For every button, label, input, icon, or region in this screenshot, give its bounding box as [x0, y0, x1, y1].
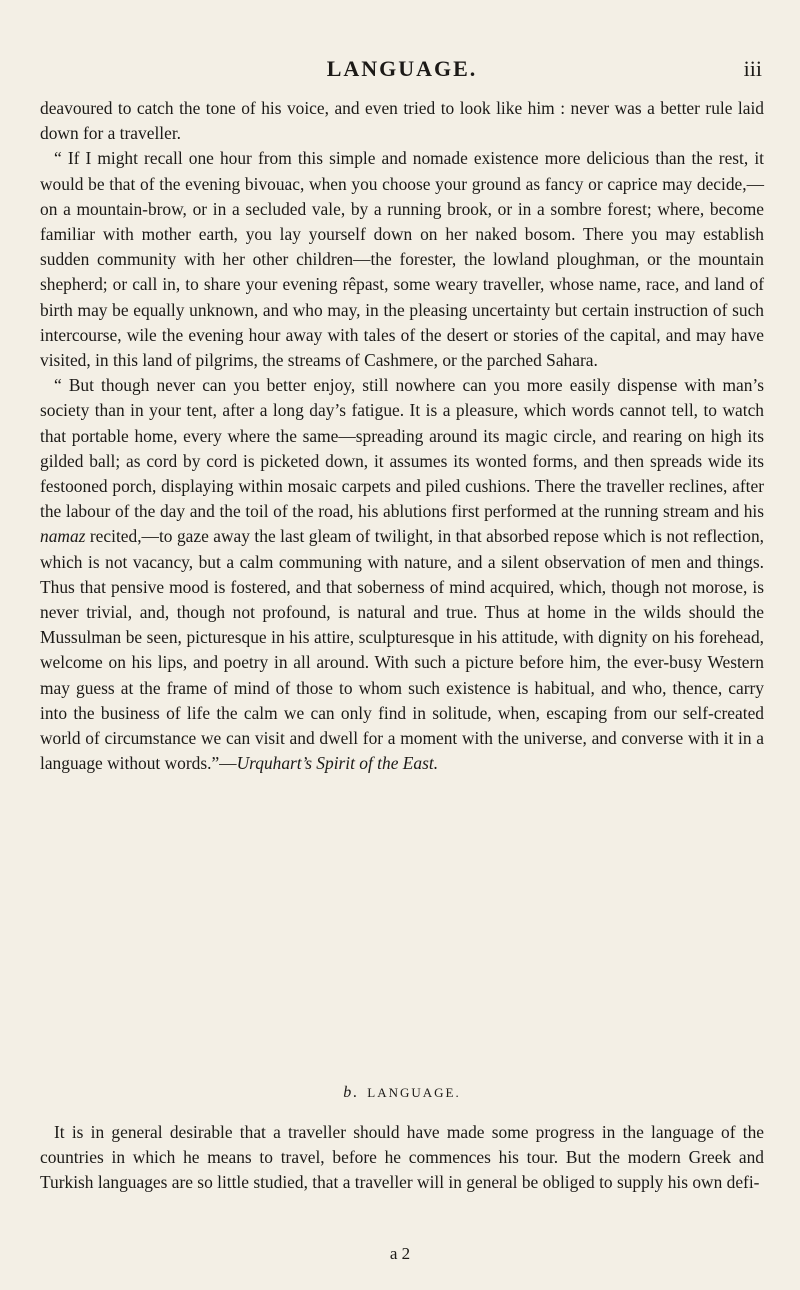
paragraph-language: It is in general desirable that a traveller should have made some progress in the language of the countries in which he means to travel, before he commences his tour. But the modern Greek and Turkish languages are so little studied, that a traveller will in general be obliged to supply his own defi- [40, 1122, 764, 1193]
running-title: LANGUAGE. [326, 56, 478, 81]
running-head [40, 56, 764, 86]
section-heading [40, 1084, 764, 1102]
citation: Urquhart’s Spirit of the East. [236, 753, 439, 774]
italic-word-namaz: namaz [40, 526, 86, 547]
paragraph-tent-end: recited,—to gaze away the last gleam of twilight, in that absorbed repose which is not reflection, which is not vacancy, but a calm communing with nature, and a silent observation of men and things. Thus that pensive mood is fostered, and that soberness of mind acquired, which, though not morose, is never trivial, and, though not profound, is natural and true. Thus at home in the wilds should the Mussulman be seen, picturesque in his attire, sculpturesque in his attitude, with dignity on his forehead, welcome on his lips, and poetry in all around. With such a picture before him, the ever-busy Western may guess at the frame of mind of those to whom such existence is habitual, and who, thence, carry into the business of life the calm we can only find in solitude, when, escaping from our self-created world of circumstance we can visit and dwell for a moment with the universe, and converse with it in a language without words.”— [40, 526, 764, 774]
paragraph-continuation: deavoured to catch the tone of his voice, and even tried to look like him : never was a better rule laid down for a traveller. [40, 98, 764, 144]
paragraph-tent [40, 373, 764, 776]
quotation-block [40, 96, 764, 776]
page-number: iii [743, 56, 762, 81]
section-body [40, 1120, 764, 1196]
section-number: b. [343, 1084, 360, 1101]
paragraph-tent-start: “ But though never can you better enjoy, still nowhere can you more easily dispense with man’s society than in your tent, after a long day’s fatigue. It is a pleasure, which words cannot tell, to watch that portable home, every where the same—spreading around its magic circle, and rearing on high its gilded ball; as cord by cord is picketed down, it assumes its wonted forms, and then spreads wide its festooned porch, displaying within mosaic carpets and piled cushions. There the traveller reclines, after the labour of the day and the toil of the road, his ablutions first performed at the running stream and his [40, 375, 764, 522]
paragraph-bivouac: “ If I might recall one hour from this simple and nomade existence more delicious than the rest, it would be that of the evening bivouac, when you choose your ground as fancy or caprice may decide,—on a mountain-brow, or in a secluded vale, by a running brook, or in a sombre forest; where, become familiar with mother earth, you lay yourself down on her naked bosom. There you may establish sudden community with her other children—the forester, the lowland ploughman, or the mountain shepherd; or call in, to share your evening rêpast, some weary traveller, whose name, race, and land of birth may be equally unknown, and who may, in the pleasing uncertainty but certain instruction of such intercourse, wile the evening hour away with tales of the desert or stories of the capital, and may have visited, in this land of pilgrims, the streams of Cashmere, or the parched Sahara. [40, 148, 764, 371]
signature-mark: a 2 [389, 1244, 411, 1263]
section-title: LANGUAGE. [367, 1085, 461, 1100]
